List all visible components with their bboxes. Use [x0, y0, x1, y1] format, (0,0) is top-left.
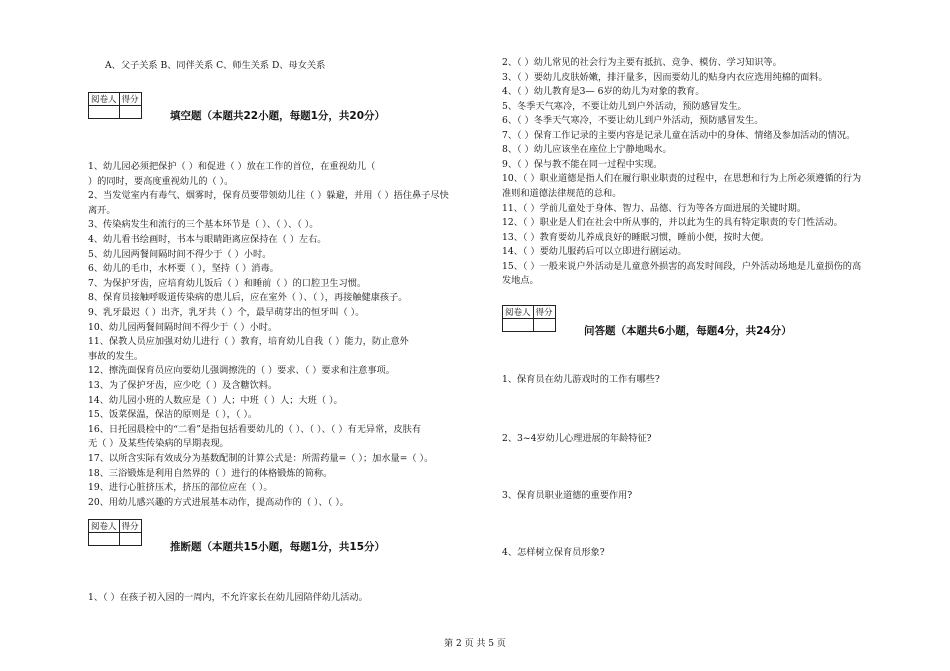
judge-question-line: 准则和道德法律规范的总和。 — [502, 187, 622, 199]
fill-question-line: 14、幼儿园小班的人数应是（ ）人；中班（ ）人；大班（ ）。 — [88, 394, 343, 406]
fill-question-line: 20、用幼儿感兴趣的方式进展基本动作，提高动作的（ ）、（ ）。 — [88, 496, 349, 508]
qa-question: 1、保育员在幼儿游戏时的工作有哪些? — [502, 374, 660, 385]
fill-question-line: 离开。 — [88, 204, 116, 216]
fill-section-title: 填空题（本题共22小题，每题1分，共20分） — [170, 110, 386, 122]
reviewer-label: 阅卷人 — [503, 306, 534, 319]
fill-question-line: 10、幼儿园两餐间隔时间不得少于（ ）小时。 — [88, 321, 278, 333]
fill-question-line: 2、当发觉室内有毒气、烟雾时，保育员要带领幼儿往（ ）躲避，并用（ ）捂住鼻子尽快 — [88, 190, 449, 202]
judge-question-line: 发地点。 — [502, 275, 539, 287]
judge-question-line: 6、（ ）冬季天气寒冷，不要让幼儿到户外活动，预防感冒发生。 — [502, 115, 764, 127]
qa-question: 3、保育员职业道德的重要作用? — [502, 490, 633, 501]
fill-question-line: 1、幼儿园必须把保护（ ）和促进（ ）放在工作的首位，在重视幼儿（ — [88, 161, 376, 172]
score-box — [502, 305, 556, 332]
options-line: A、父子关系 B、同伴关系 C、师生关系 D、母女关系 — [105, 60, 326, 71]
fill-question-line: 7、为保护牙齿，应培育幼儿饭后（ ）和睡前（ ）的口腔卫生习惯。 — [88, 277, 367, 289]
fill-question-line: ）的同时，要高度重视幼儿的（ ）。 — [88, 175, 234, 187]
fill-question-line: 3、传染病发生和流行的三个基本环节是（ ）、（ ）、（ ）。 — [88, 219, 319, 231]
fill-question-line: 4、幼儿看书绘画时，书本与眼睛距离应保持在（ ）左右。 — [88, 234, 327, 245]
qa-section-title: 问答题（本题共6小题，每题4分，共24分） — [584, 325, 792, 337]
judge-question-line: 5、冬季天气寒冷，不要让幼儿到户外活动，预防感冒发生。 — [502, 100, 747, 112]
qa-question: 2、3~4岁幼儿心理进展的年龄特征? — [502, 433, 652, 444]
fill-question-line: 5、幼儿园两餐间隔时间不得少于（ ）小时。 — [88, 248, 272, 260]
fill-question-line: 13、为了保护牙齿，应少吃（ ）及含糖饮料。 — [88, 380, 278, 391]
score-box — [88, 519, 142, 546]
judge-question-line: 8、（ ）幼儿应该坐在座位上宁静地喝水。 — [502, 144, 672, 156]
score-label: 得分 — [119, 520, 141, 533]
judge-section-title: 推断题（本题共15小题，每题1分，共15分） — [170, 541, 386, 553]
score-label: 得分 — [533, 306, 555, 319]
fill-question-line: 18、三浴锻炼是利用自然界的（ ）进行的体格锻炼的简称。 — [88, 467, 333, 479]
fill-question-line: 19、进行心脏挤压术，挤压的部位应在（ ）。 — [88, 482, 273, 494]
judge-question-line: 2、（ ）幼儿常见的社会行为主要有抵抗、竞争、模仿、学习知识等。 — [502, 57, 782, 68]
fill-question-line: 15、饭菜保温，保洁的原则是（ ），（ ）。 — [88, 409, 258, 421]
judge-question: 1、（ ）在孩子初入园的一周内，不允许家长在幼儿园陪伴幼儿活动。 — [88, 592, 368, 603]
fill-question-line: 6、幼儿的毛巾，水杯要（ ），坚持（ ）消毒。 — [88, 263, 279, 275]
judge-question-line: 14、（ ）要幼儿服药后可以立即进行剧运动。 — [502, 246, 687, 258]
judge-question-line: 13、（ ）教育要幼儿养成良好的睡眠习惯，睡前小便，按时大便。 — [502, 231, 770, 243]
fill-question-line: 17、以所含实际有效成分为基数配制的计算公式是：所需药量=（ ）；加水量=（ ）。 — [88, 453, 434, 464]
score-label: 得分 — [119, 93, 141, 106]
judge-question-line: 3、（ ）要幼儿皮肤娇嫩，排汗量多，因而要幼儿的贴身内衣应选用纯棉的面料。 — [502, 71, 828, 83]
reviewer-label: 阅卷人 — [89, 93, 120, 106]
page-number: 第 2 页 共 5 页 — [444, 639, 506, 649]
fill-question-line: 事故的发生。 — [88, 350, 144, 362]
judge-question-line: 12、（ ）职业是人们在社会中所从事的，并以此为生的具有特定职责的专门性活动。 — [502, 217, 843, 229]
fill-question-line: 11、保教人员应加强对幼儿进行（ ）教育，培育幼儿自我（ ）能力，防止意外 — [88, 336, 409, 348]
fill-question-line: 12、擦洗面保育员应向要幼儿强调擦洗的（ ）要求、（ ）要求和注意事项。 — [88, 365, 395, 377]
judge-question-line: 15、（ ）一般来说户外活动是儿童意外损害的高发时间段，户外活动场地是儿童损伤的高 — [502, 260, 862, 272]
fill-question-line: 16、日托园晨检中的“二看”是指包括看要幼儿的（ ）、（ ）、（ ）有无异常，皮肤有 — [88, 423, 422, 435]
judge-question-line: 10、（ ）职业道德是指人们在履行职业职责的过程中，在思想和行为上所必须遵循的行为 — [502, 173, 862, 185]
judge-question-line: 4、（ ）幼儿教育是3— 6岁的幼儿为对象的教育。 — [502, 86, 705, 98]
qa-question: 4、怎样树立保育员形象? — [502, 547, 605, 558]
reviewer-label: 阅卷人 — [89, 520, 120, 533]
judge-question-line: 11、（ ）学前儿童处于身体、智力、品德、行为等各方面进展的关键时期。 — [502, 202, 807, 214]
score-box — [88, 92, 142, 119]
judge-question-line: 9、（ ）保与教不能在同一过程中实现。 — [502, 158, 663, 170]
fill-question-line: 无（ ）及某些传染病的早期表现。 — [88, 438, 229, 450]
fill-question-line: 8、保育员接触呼吸道传染病的患儿后，应在室外（ ）、（ ），再接触健康孩子。 — [88, 292, 408, 304]
judge-question-line: 7、（ ）保育工作记录的主要内容是记录儿童在活动中的身体、情绪及参加活动的情况。 — [502, 129, 856, 141]
fill-question-line: 9、乳牙最迟（ ）出齐，乳牙共（ ）个，最早萌芽出的恒牙叫（ ）。 — [88, 307, 365, 318]
